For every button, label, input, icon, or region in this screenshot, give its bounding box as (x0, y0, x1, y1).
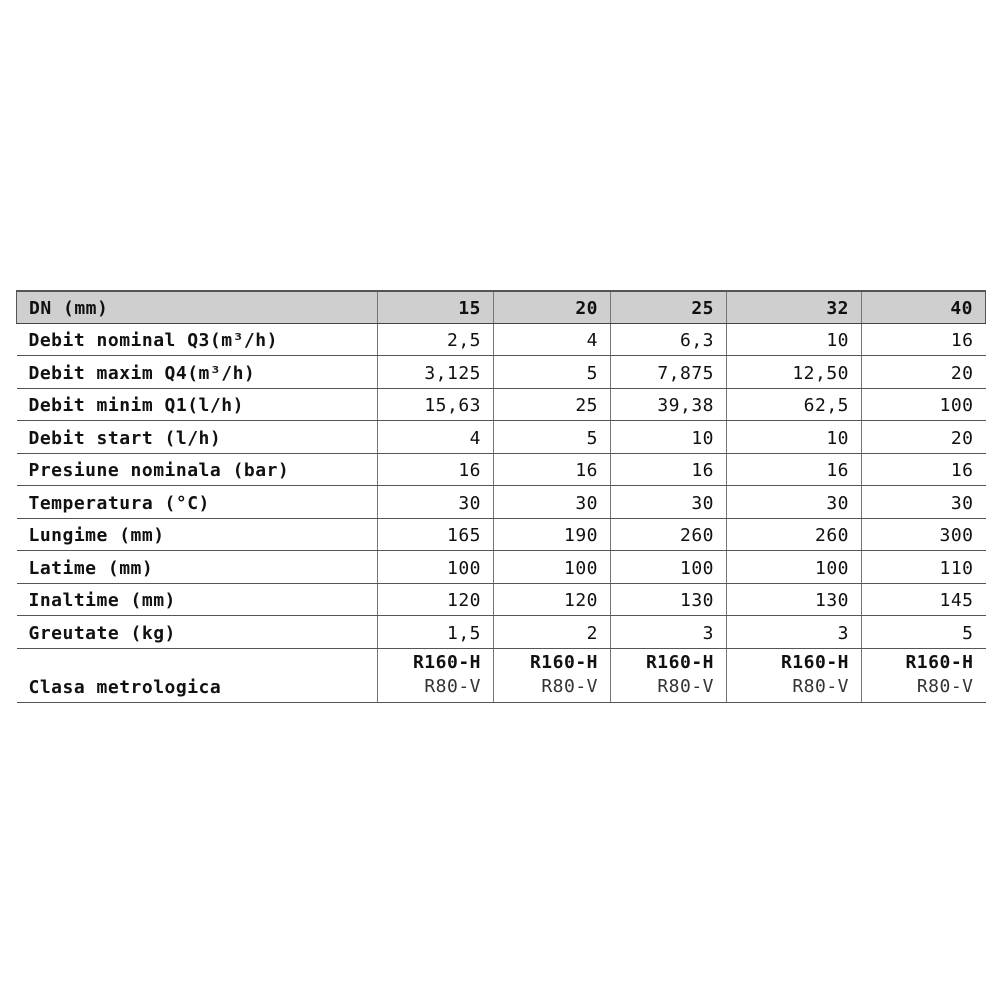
metro-horizontal-class: R160-H (529, 651, 598, 673)
row-label: Presiune nominala (bar) (17, 453, 378, 486)
table-cell: 100 (611, 551, 727, 584)
table-row (17, 453, 986, 486)
table-row (17, 486, 986, 519)
table-cell: 16 (862, 453, 986, 486)
table-row (17, 551, 986, 584)
table-cell: 16 (611, 453, 727, 486)
table-cell: 5 (494, 421, 611, 454)
table-cell: 2 (494, 616, 611, 649)
table-row (17, 356, 986, 389)
table-row (17, 421, 986, 454)
header-dn-32: 32 (727, 291, 862, 323)
table-cell: 30 (862, 486, 986, 519)
table-cell: 260 (727, 518, 862, 551)
table-cell: 30 (494, 486, 611, 519)
metro-vertical-class: R80-V (792, 675, 849, 697)
table-cell: 16 (494, 453, 611, 486)
metro-vertical-class: R80-V (916, 675, 974, 697)
header-row (17, 291, 986, 323)
row-label: Latime (mm) (17, 551, 378, 584)
table-cell: 10 (727, 421, 862, 454)
table-cell: 3 (727, 616, 862, 649)
table-cell: 62,5 (727, 388, 862, 421)
metro-horizontal-class: R160-H (780, 651, 849, 673)
table-cell: 16 (727, 453, 862, 486)
table-cell: 120 (378, 583, 494, 616)
header-dn-15: 15 (378, 291, 494, 323)
table-cell: 145 (862, 583, 986, 616)
table-cell: 165 (378, 518, 494, 551)
table-cell: 10 (611, 421, 727, 454)
table-cell: 15,63 (378, 388, 494, 421)
metro-vertical-class: R80-V (541, 675, 598, 697)
header-dn-40: 40 (862, 291, 986, 323)
row-label: Greutate (kg) (17, 616, 378, 649)
table-cell: 20 (862, 421, 986, 454)
table-row (17, 583, 986, 616)
row-label: Lungime (mm) (17, 518, 378, 551)
table-cell: 130 (611, 583, 727, 616)
metro-cell (611, 648, 727, 702)
table-row (17, 388, 986, 421)
table-cell: 190 (494, 518, 611, 551)
row-label: Inaltime (mm) (17, 583, 378, 616)
metro-horizontal-class: R160-H (412, 651, 481, 673)
metro-vertical-class: R80-V (424, 675, 481, 697)
table-cell: 30 (378, 486, 494, 519)
specifications-table (16, 290, 986, 703)
row-label: Debit minim Q1(l/h) (17, 388, 378, 421)
row-label: Temperatura (°C) (17, 486, 378, 519)
table-cell: 6,3 (611, 323, 727, 356)
table-cell: 20 (862, 356, 986, 389)
table-cell: 100 (378, 551, 494, 584)
row-label: Debit maxim Q4(m³/h) (17, 356, 378, 389)
table-cell: 100 (862, 388, 986, 421)
header-dn-20: 20 (494, 291, 611, 323)
table-cell: 1,5 (378, 616, 494, 649)
table-cell: 3 (611, 616, 727, 649)
metro-horizontal-class: R160-H (905, 651, 974, 673)
table-cell: 4 (378, 421, 494, 454)
table-cell: 5 (862, 616, 986, 649)
metro-cell (727, 648, 862, 702)
table-cell: 16 (378, 453, 494, 486)
table-cell: 100 (494, 551, 611, 584)
metro-horizontal-class: R160-H (645, 651, 714, 673)
table-row (17, 616, 986, 649)
metro-cell (494, 648, 611, 702)
row-label: Clasa metrologica (17, 648, 378, 702)
table-cell: 12,50 (727, 356, 862, 389)
table-row (17, 323, 986, 356)
row-label: Debit start (l/h) (17, 421, 378, 454)
table-cell: 110 (862, 551, 986, 584)
header-label-dn: DN (mm) (17, 291, 378, 323)
table-cell: 260 (611, 518, 727, 551)
table-cell: 39,38 (611, 388, 727, 421)
table-cell: 30 (727, 486, 862, 519)
table-cell: 100 (727, 551, 862, 584)
table-row (17, 518, 986, 551)
table-cell: 7,875 (611, 356, 727, 389)
table-cell: 30 (611, 486, 727, 519)
metro-vertical-class: R80-V (657, 675, 714, 697)
table-cell: 300 (862, 518, 986, 551)
table-cell: 10 (727, 323, 862, 356)
table-cell: 5 (494, 356, 611, 389)
table-cell: 130 (727, 583, 862, 616)
table-cell: 25 (494, 388, 611, 421)
metro-cell (378, 648, 494, 702)
table-cell: 4 (494, 323, 611, 356)
table-cell: 16 (862, 323, 986, 356)
header-dn-25: 25 (611, 291, 727, 323)
row-label: Debit nominal Q3(m³/h) (17, 323, 378, 356)
table-cell: 120 (494, 583, 611, 616)
table-cell: 2,5 (378, 323, 494, 356)
table-cell: 3,125 (378, 356, 494, 389)
table-row-clasa-metrologica (17, 648, 986, 702)
metro-cell (862, 648, 986, 702)
